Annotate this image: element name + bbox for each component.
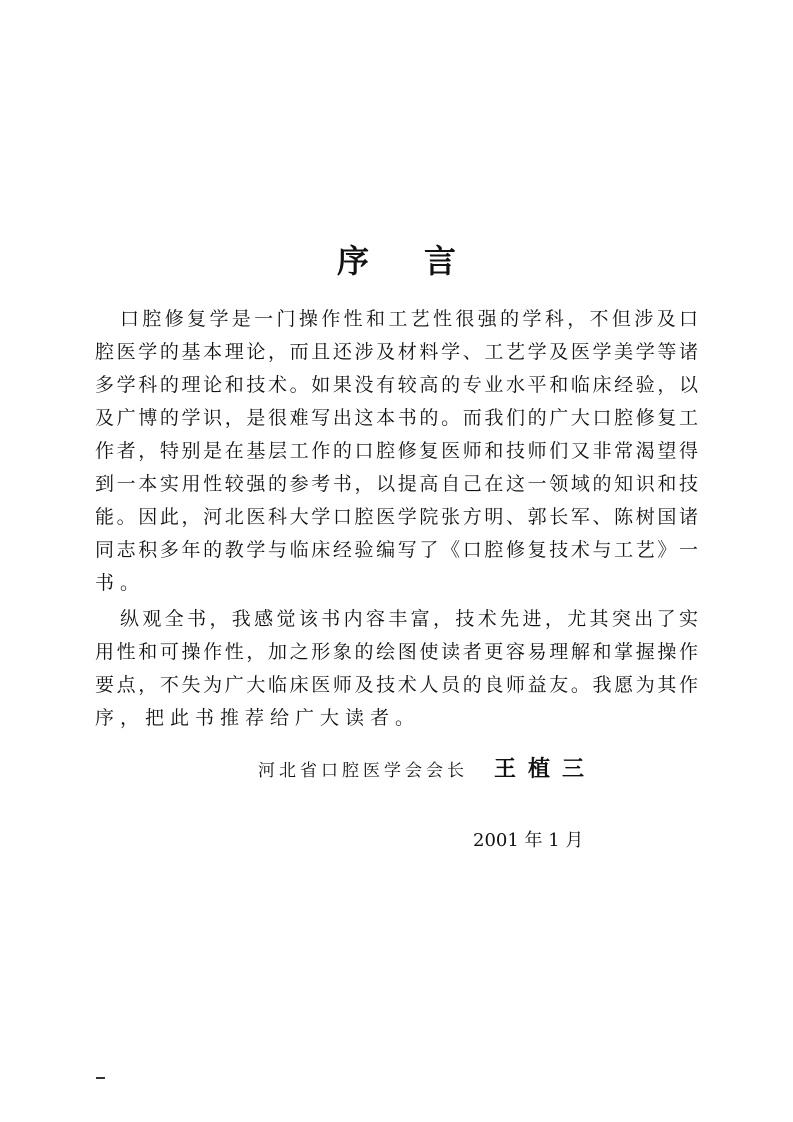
paragraph-line: 纵观全书，我感觉该书内容丰富，技术先进，尤其突出了实 — [120, 608, 698, 630]
paragraph-line: 多学科的理论和技术。如果没有较高的专业水平和临床经验，以 — [95, 374, 698, 396]
date: 2001 年 1 月 — [473, 830, 584, 851]
paragraph-line: 同志积多年的教学与临床经验编写了《口腔修复技术与工艺》一 — [95, 539, 698, 561]
paragraph-line: 书。 — [95, 572, 146, 594]
page-title — [0, 236, 793, 282]
paragraph-line: 及广博的学识，是很难写出这本书的。而我们的广大口腔修复工 — [95, 407, 698, 429]
paragraph-line: 用性和可操作性，加之形象的绘图使读者更容易理解和掌握操作 — [95, 641, 698, 663]
title-char: 言 — [424, 242, 457, 280]
signature-title: 河北省口腔医学会会长 — [258, 761, 468, 781]
paragraph-line: 到一本实用性较强的参考书，以提高自己在这一领域的知识和技 — [95, 473, 698, 495]
scan-mark — [96, 1077, 105, 1079]
paragraph-line: 序，把此书推荐给广大读者。 — [95, 707, 421, 729]
paragraph-line: 腔医学的基本理论，而且还涉及材料学、工艺学及医学美学等诸 — [95, 341, 698, 363]
paragraph-line: 要点，不失为广大临床医师及技术人员的良师益友。我愿为其作 — [95, 674, 698, 696]
paragraph-line: 能。因此，河北医科大学口腔医学院张方明、郭长军、陈树国诸 — [95, 506, 698, 528]
title-char: 序 — [336, 242, 369, 280]
signature-name: 王植三 — [494, 756, 597, 782]
paragraph-line: 口腔修复学是一门操作性和工艺性很强的学科，不但涉及口 — [120, 308, 698, 330]
paragraph-line: 作者，特别是在基层工作的口腔修复医师和技师们又非常渴望得 — [95, 440, 698, 462]
